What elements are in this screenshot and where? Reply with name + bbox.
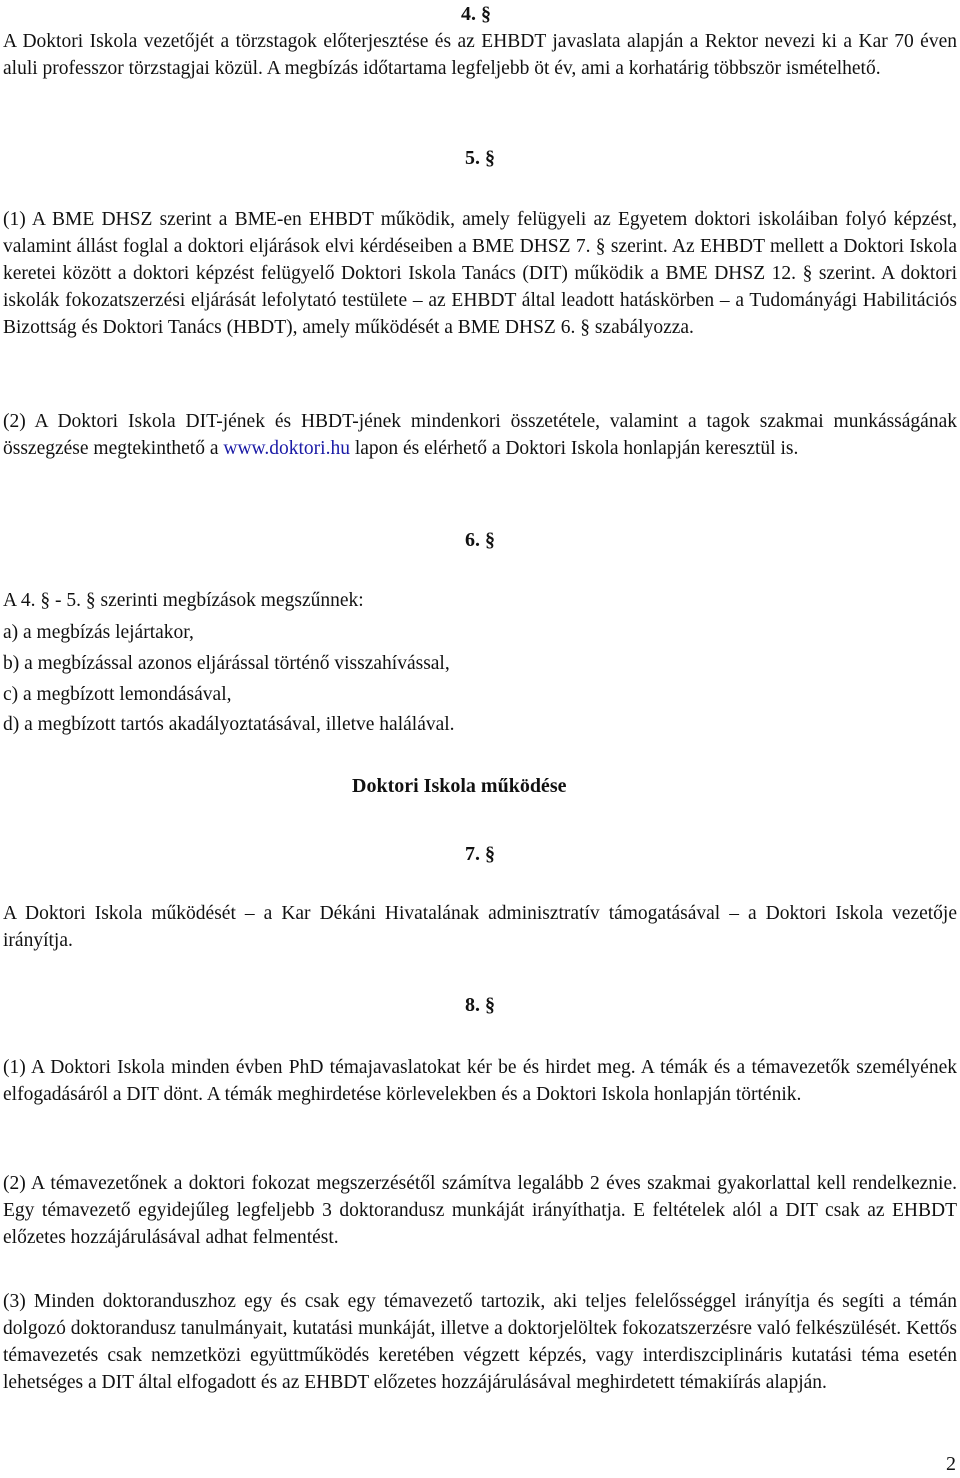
- section-4-text: A Doktori Iskola vezetőjét a törzstagok előterjesztése és az EHBDT javaslata alapján a Rektor nevezi ki a Kar 70 éven aluli professzor törzstagjai közül. A megbízás időtartama legfeljebb öt év, ami a korhatárig többször ismételhető.: [3, 31, 957, 79]
- section-5-heading: 5. §: [465, 147, 495, 169]
- doktori-link-domain[interactable]: doktori.: [269, 438, 331, 459]
- paragraph-2-text-before: (2) A Doktori Iskola DIT-jének és HBDT-jének mindenkori összetétele, valamint a tagok szakmai munkásságának összegzése megtekinthető a: [3, 411, 957, 459]
- section-8-paragraph-2: (2) A témavezetőnek a doktori fokozat megszerzésétől számítva legalább 2 éves szakmai gyakorlattal kell rendelkeznie. Egy témavezető egyidejűleg legfeljebb 3 doktorandusz munkáját irányíthatja. E feltételek alól a DIT csak az EHBDT előzetes hozzájárulásával adhat felmentést.: [3, 1173, 957, 1248]
- section-8-paragraph-1: (1) A Doktori Iskola minden évben PhD témajavaslatokat kér be és hirdet meg. A témák és a témavezetők személyének elfogadásáról a DIT dönt. A témák meghirdetése körlevelekben és a Doktori Iskola honlapján történik.: [3, 1057, 957, 1105]
- section-6-intro: A 4. § - 5. § szerinti megbízások megszűnnek:: [3, 590, 364, 611]
- section-7-text: A Doktori Iskola működését – a Kar Dékáni Hivatalának adminisztratív támogatásával – a Doktori Iskola vezetője irányítja.: [3, 903, 957, 951]
- page-number: 2: [946, 1453, 956, 1475]
- chapter-title: Doktori Iskola működése: [352, 775, 567, 797]
- section-6-item-c: c) a megbízott lemondásával,: [3, 684, 232, 705]
- section-6-item-b: b) a megbízással azonos eljárással történő visszahívással,: [3, 653, 450, 674]
- section-5-paragraph-1: (1) A BME DHSZ szerint a BME-en EHBDT működik, amely felügyeli az Egyetem doktori iskoláiban folyó képzést, valamint állást foglal a doktori eljárások elvi kérdéseiben a BME DHSZ 7. § szerint. Az EHBDT mellett a Doktori Iskola keretei között a doktori képzést felügyelő Doktori Iskola Tanács (DIT) működik a BME DHSZ 12. § szerint. A doktori iskolák fokozatszerzési eljárását lefolytató testülete – az EHBDT által leadott hatáskörben – a Tudományági Habilitációs Bizottság és Doktori Tanács (HBDT), amely működését a BME DHSZ 6. § szabályozza.: [3, 209, 957, 338]
- section-5-paragraph-2: [3, 408, 957, 462]
- section-8-heading: 8. §: [465, 994, 495, 1016]
- doktori-link-tld[interactable]: hu: [330, 438, 350, 459]
- doktori-link-www[interactable]: www.: [223, 438, 270, 459]
- section-6-heading: 6. §: [465, 529, 495, 551]
- section-6-item-a: a) a megbízás lejártakor,: [3, 622, 194, 643]
- section-4-heading: 4. §: [461, 3, 491, 25]
- section-6-item-d: d) a megbízott tartós akadályoztatásával, illetve halálával.: [3, 714, 455, 735]
- section-8-paragraph-3: (3) Minden doktoranduszhoz egy és csak egy témavezető tartozik, aki teljes felelősséggel irányítja és segíti a témán dolgozó doktorandusz tanulmányait, kutatási munkáját, illetve a doktorjelöltek fokozatszerzésre való felkészülését. Kettős témavezetés csak nemzetközi együttműködés keretében végzett képzés, vagy interdiszciplináris kutatási téma esetén lehetséges a DIT által elfogadott és az EHBDT előzetes hozzájárulásával meghirdetett témakiírás alapján.: [3, 1291, 957, 1393]
- section-7-heading: 7. §: [465, 843, 495, 865]
- paragraph-2-text-after: lapon és elérhető a Doktori Iskola honlapján keresztül is.: [349, 438, 799, 459]
